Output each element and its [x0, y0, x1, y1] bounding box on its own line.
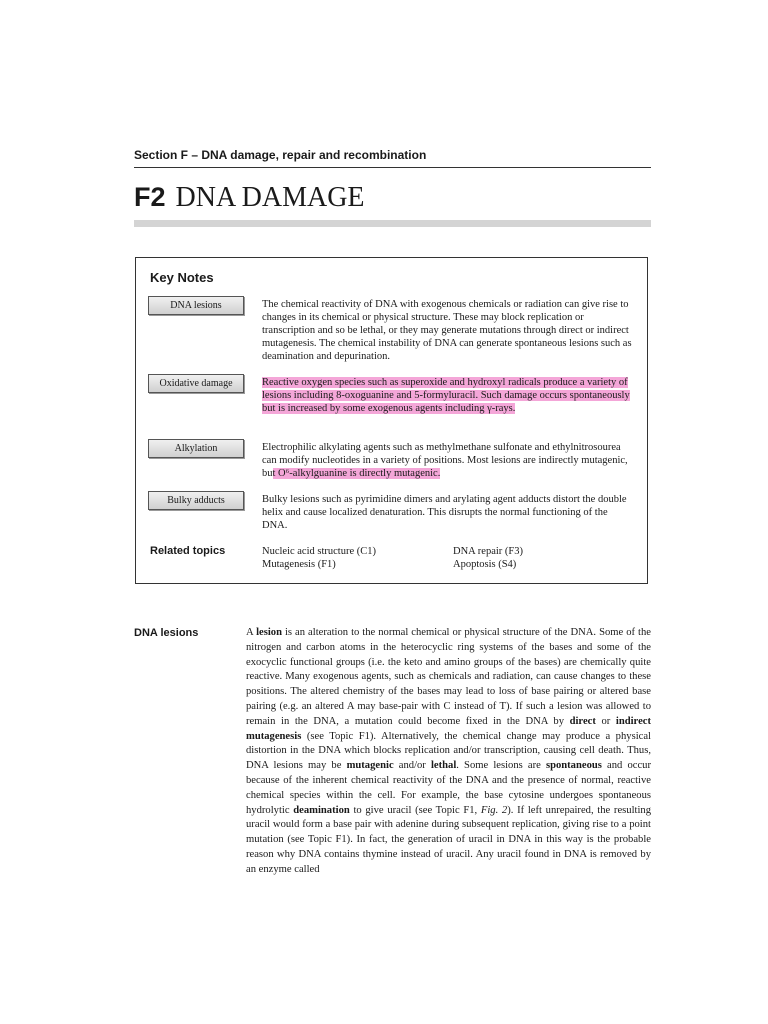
text-run: and occur because of the inherent chemical reactivity of the DNA and the presence of normal, reactive chemical species within the cell. For example, the base cytosine undergoes spontaneous hydrolytic: [246, 760, 651, 816]
related-topics-heading: Related topics: [150, 545, 226, 557]
related-topic: Apoptosis (S4): [453, 559, 517, 570]
title-bar: [134, 220, 651, 227]
bold-term: lethal: [430, 760, 457, 772]
text-run: (see Topic F1). Alternatively, the chemical change may produce a physical distortion in the DNA which blocks replication and/or transcription, causing cell death. Thus, DNA lesions may be: [246, 730, 651, 772]
page-title: [134, 180, 365, 215]
text-run: or: [595, 715, 616, 727]
title-word-damage: DAMAGE: [241, 182, 365, 213]
text-run: to give uracil (see Topic F1,: [349, 804, 481, 816]
section-heading-dna-lesions: DNA lesions: [134, 627, 199, 639]
key-note-segment: Electrophilic alkylating agents such as methylmethane sulfonate and ethylnitrosourea can modify nucleotides in a variety of positions. Most lesions are indirectly mutagenic, bu: [262, 442, 628, 479]
key-note-text-oxidative-damage: [262, 376, 634, 415]
text-run: ). If left unrepaired, the resulting uracil would form a base pair with adenine during subsequent replication, giving rise to a point mutation (see Topic F1). In fact, the generation of uracil in DNA in this way is the probable reason why DNA contains thymine instead of uracil. Any uracil found in DNA is removed by an enzyme called: [246, 804, 651, 875]
highlighted-segment: Reactive oxygen species such as superoxide and hydroxyl radicals produce a variety of lesions including 8-oxoguanine and 5-formyluracil. Such damage occurs spontaneously but is increased by some exogenous agents including γ-rays.: [262, 377, 630, 414]
related-topic: Mutagenesis (F1): [262, 559, 336, 570]
bold-term: lesion: [256, 627, 282, 638]
bold-term: deamination: [293, 804, 350, 816]
header-rule: [134, 167, 651, 168]
section-header: Section F – DNA damage, repair and recombination: [134, 148, 427, 162]
key-note-label-dna-lesions: DNA lesions: [148, 296, 244, 315]
key-note-label-oxidative-damage: Oxidative damage: [148, 374, 244, 393]
bold-term: spontaneous: [545, 760, 602, 772]
key-notes-heading: Key Notes: [150, 270, 214, 285]
text-run: and/or: [393, 760, 431, 772]
highlighted-segment: t O⁶-alkylguanine is directly mutagenic.: [272, 468, 441, 479]
related-topics-col-2: [453, 545, 523, 571]
key-note-text-bulky-adducts: [262, 493, 634, 532]
text-run: A: [246, 627, 257, 638]
title-word-dna: DNA: [175, 182, 235, 213]
key-note-text-dna-lesions: [262, 298, 634, 363]
key-note-segment: The chemical reactivity of DNA with exogenous chemicals or radiation can give rise to changes in its chemical or physical structure. These may block replication or transcription and so be lethal, or they may generate mutations through direct or indirect mutagenesis. The chemical instability of DNA can generate spontaneous lesions such as deamination and depurination.: [262, 299, 632, 362]
italic-ref: Fig. 2: [480, 804, 508, 816]
key-note-label-alkylation: Alkylation: [148, 439, 244, 458]
bold-term: mutagenic: [346, 760, 394, 772]
key-note-text-alkylation: [262, 441, 634, 480]
topic-code: F2: [134, 182, 166, 212]
key-note-segment: Bulky lesions such as pyrimidine dimers and arylating agent adducts distort the double helix and cause localized denaturation. This disrupts the normal functioning of the DNA.: [262, 494, 627, 531]
body-paragraph: [246, 626, 651, 878]
bold-term: indirect mutagenesis: [246, 715, 652, 742]
related-topic: Nucleic acid structure (C1): [262, 546, 376, 557]
bold-term: direct: [569, 715, 596, 727]
text-run: . Some lesions are: [456, 760, 546, 772]
key-note-label-bulky-adducts: Bulky adducts: [148, 491, 244, 510]
key-notes-box: [135, 257, 648, 584]
related-topics-col-1: [262, 545, 376, 571]
related-topic: DNA repair (F3): [453, 546, 523, 557]
text-run: is an alteration to the normal chemical or physical structure of the DNA. Some of the nitrogen and carbon atoms in the heterocyclic ring systems of the bases and some of the exocyclic functional groups (i.e. the keto and amino groups of the bases) are chemically quite reactive. Many exogenous agents, such as chemicals and radiation, can cause changes to these positions. The altered chemistry of the bases may lead to loss of base pairing or altered base pairing (e.g. an altered A may base-pair with C instead of T). If such a lesion was allowed to remain in the DNA, a mutation could become fixed in the DNA by: [246, 627, 651, 727]
